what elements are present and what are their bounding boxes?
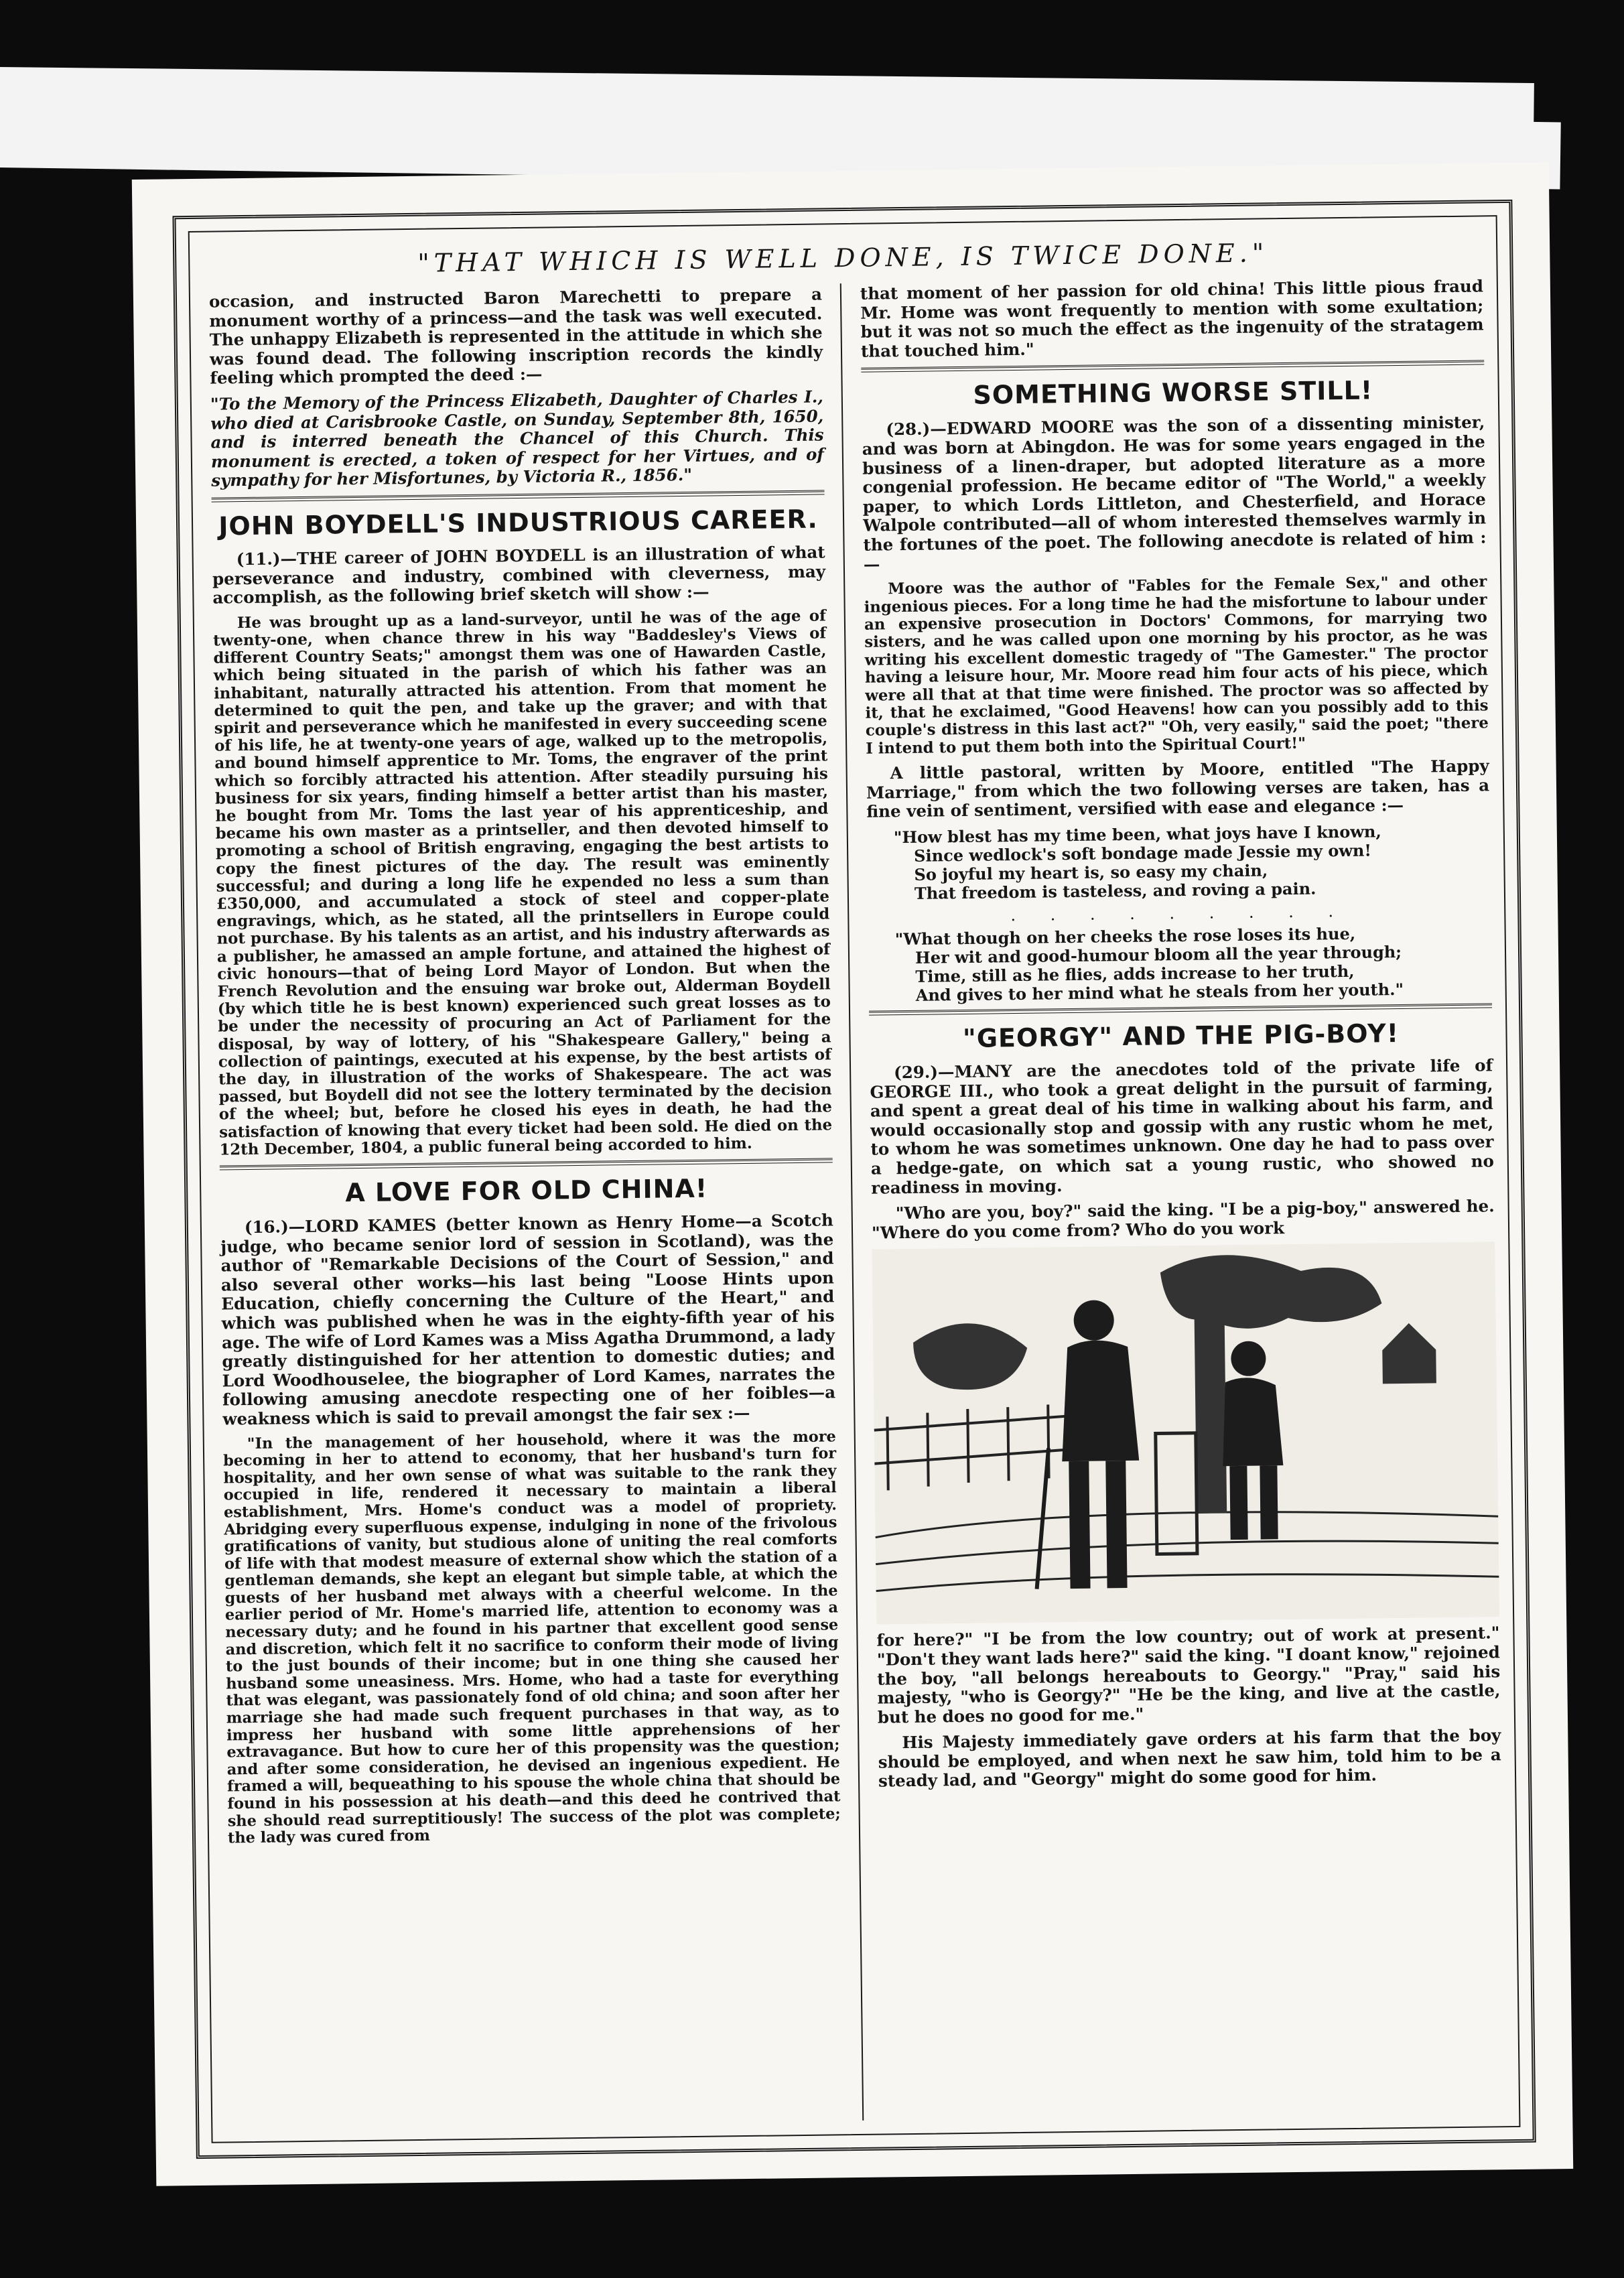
china-continued: that moment of her passion for old china! This little pious fraud Mr. Home was wont frequently to mention with some exultation; but it was not so much the effect as the ingenuity of the stratagem that touched him." (860, 276, 1484, 361)
china-para-1: (16.)—LORD KAMES (better known as Henry Home—a Scotch judge, who became senior lord of session in Scotland), was the author of "Remarkable Decisions of the Court of Session," and also several other works—his last being "Loose Hints upon Education, chiefly concerning the Culture of the Heart," and which was published when he was in the eighty-fifth year of his age. The wife of Lord Kames was a Miss Agatha Drummond, a lady greatly distinguished for her attention to domestic duties; and Lord Woodhouselee, the biographer of Lord Kames, narrates the following amusing anecdote respecting one of her foibles—a weakness which is said to prevail amongst the fair sex :— (220, 1210, 836, 1429)
verse-line: That freedom is tasteless, and roving a pain. (914, 878, 1316, 903)
page-inner-border (188, 215, 1521, 2143)
page-border (172, 200, 1536, 2159)
verse-line: Time, still as he flies, adds increase to her truth, (915, 961, 1355, 986)
right-column (860, 277, 1505, 2119)
boydell-heading: JOHN BOYDELL'S INDUSTRIOUS CAREER. (218, 504, 819, 541)
left-column (209, 285, 844, 2127)
china-para-2: "In the management of her household, where it was the more becoming in her to attend to economy, that her husband's turn for hospitality, and her own sense of what was suitable to the rank they occupied in life, rendered it necessary to maintain a liberal establishment, Mrs. Home's conduct was a model of propriety. Abridging every superfluous expense, indulging in none of the frivolous gratifications of vanity, but studious alone of uniting the real comforts of life with that modest measure of external show which the station of a gentleman demands, she kept an elegant but simple table, at which the guests of her husband met always with a cheerful welcome. In the earlier period of Mr. Home's married life, attention to economy was a necessary duty; and he found in his partner that excellent good sense and discretion, which felt it no sacrifice to conform their mode of living to the just bounds of their income; but in one thing she caused her husband some uneasiness. Mrs. Home, who had a taste for everything that was elegant, was passionately fond of old china; and soon after her marriage she had made such frequent purchases in that way, as to impress her husband with some little apprehensions of her extravagance. But how to cure her of this propensity was the question; and after some consideration, he devised an ingenious expedient. He framed a will, bequeathing to his spouse the whole china that should be found in his possession at his death—and this deed he contrived that she should read surreptitiously! The success of the plot was complete; the lady was cured from (223, 1427, 841, 1847)
verse-line: So joyful my heart is, so easy my chain, (914, 860, 1268, 884)
king-and-pig-boy-engraving (872, 1242, 1499, 1625)
verse-stanza-2 (895, 923, 1492, 1005)
moore-para-3: A little pastoral, written by Moore, entitled "The Happy Marriage," from which the two following verses are taken, has a fine vein of sentiment, versified with ease and elegance :— (866, 756, 1490, 822)
section-rule (869, 1003, 1492, 1015)
section-rule (212, 490, 825, 502)
georgy-para-2: "Who are you, boy?" said the king. "I be a pig-boy," answered he. "Where do you come from? Who do you work (871, 1196, 1495, 1243)
verse-ellipsis: . . . . . . . . . (1010, 901, 1349, 925)
boydell-para-2: He was brought up as a land-surveyor, until he was of the age of twenty-one, when chance threw in his way "Baddesley's Views of different Country Seats;" amongst them was one of Hawarden Castle, which being situated in the parish of which his father was an inhabitant, naturally attracted his attention. From that moment he determined to quit the pen, and take up the graver; and with that spirit and perseverance which he manifested in every succeeding scene of his life, he at twenty-one years of age, walked up to the metropolis, and bound himself apprentice to Mr. Toms, the engraver of the print which so forcibly attracted his attention. After steadily pursuing his business for six years, finding himself a better artist than his master, he bought from Mr. Toms the last year of his apprenticeship, and became his own master as a printseller, and then devoted himself to promoting a school of British engraving, engaging the best artists to copy the finest pictures of the day. The result was eminently successful; and during a long life he expended no less a sum than £350,000, and accumulated a stock of steel and copper-plate engravings, which, as he stated, all the printsellers in Europe could not purchase. By his talents as an artist, and his industry afterwards as a publisher, he amassed an ample fortune, and attained the highest of civic honours—that of being Lord Mayor of London. But when the French Revolution and the ensuing war broke out, Alderman Boydell (by which title he is best known) experienced such great losses as to be under the necessity of procuring an Act of Parliament for the disposal, by way of lottery, of his "Shakespeare Gallery," being a collection of paintings, executed at his expense, by the best artists of the day, in illustration of the works of Shakespeare. The act was passed, but Boydell did not see the lottery terminated by the decision of the wheel; but, before he closed his eyes in death, he had the satisfaction of knowing that every ticket had been sold. He died on the 12th December, 1804, a public funeral being accorded to him. (213, 607, 833, 1159)
moore-para-1: (28.)—EDWARD MOORE was the son of a dissenting minister, and was born at Abingdon. He was for some years engaged in the business of a linen-draper, but adopted literature as a more congenial profession. He became editor of "The World," a weekly paper, to which Lords Littleton, and Chesterfield, and Horace Walpole contributed—all of whom interested themselves warmly in the fortunes of the poet. The following anecdote is related of him :— (862, 412, 1487, 574)
china-heading: A LOVE FOR OLD CHINA! (345, 1173, 708, 1208)
section-rule (220, 1158, 833, 1170)
section-rule (861, 360, 1484, 373)
boydell-para-1: (11.)—THE career of JOHN BOYDELL is an illustration of what perseverance and industry, combined with cleverness, may accomplish, as the following brief sketch will show :— (212, 542, 826, 608)
georgy-para-4: His Majesty immediately gave orders at his farm that the boy should be employed, and when next he saw him, told him to be a steady lad, and "Georgy" might do some good for him. (878, 1725, 1501, 1792)
verse-stanza-1 (894, 821, 1491, 903)
verse-line: "What though on her cheeks the rose loses its hue, (894, 923, 1356, 949)
column-divider (840, 283, 864, 2121)
elizabeth-intro: occasion, and instructed Baron Marechetti to prepare a monument worthy of a princess—and the task was well executed. The unhappy Elizabeth is represented in the attitude in which she was found dead. The following inscription records the kindly feeling which prompted the deed :— (208, 284, 823, 389)
verse-line: And gives to her mind what he steals from her youth." (915, 979, 1404, 1005)
verse-line: "How blest has my time been, what joys have I known, (893, 821, 1381, 848)
moore-para-2: Moore was the author of "Fables for the Female Sex," and other ingenious pieces. For a long time he had the misfortune to labour under an expensive prosecution in Doctors' Commons, for marrying two sisters, and he was called upon one morning by his proctor, as he was writing his excellent domestic tragedy of "The Gamester." The proctor having a leisure hour, Mr. Moore read him four acts of his piece, which were all that at that time were finished. The proctor was so affected by it, that he exclaimed, "Good Heavens! how can you possibly add to this couple's distress in this last act?" "Oh, very easily," said the poet; "there I intend to put them both into the Spiritual Court!" (864, 573, 1489, 758)
georgy-heading: "GEORGY" AND THE PIG-BOY! (962, 1018, 1400, 1053)
moore-heading: SOMETHING WORSE STILL! (973, 375, 1373, 411)
georgy-para-3: for here?" "I be from the low country; out of work at present." "Don't they want lads here?" said the king. "I doant know," rejoined the boy, "all belongs hereabouts to Georgy." "Pray," said his majesty, "who is Georgy?" "He be the king, and live at the castle, but he does no good for me." (876, 1623, 1501, 1727)
verse-line: Since wedlock's soft bondage made Jessie my own! (914, 840, 1372, 866)
page-motto: "THAT WHICH IS WELL DONE, IS TWICE DONE." (417, 238, 1269, 278)
georgy-para-1: (29.)—MANY are the anecdotes told of the private life of GEORGE III., who took a great delight in the pursuit of farming, and spent a great deal of his time in walking about his farm, and would occasionally stop and gossip with any rustic whom he met, to whom he was sometimes unknown. One day he had to pass over a hedge-gate, on which sat a young rustic, who showed no readiness in moving. (870, 1055, 1495, 1198)
elizabeth-inscription: "To the Memory of the Princess Elizabeth, Daughter of Charles I., who died at Carisbrooke Castle, on Sunday, September 8th, 1650, and is interred beneath the Chancel of this Church. This monument is erected, a token of respect for her Virtues, and of sympathy for her Misfortunes, by Victoria R., 1856." (210, 387, 825, 490)
newspaper-page (132, 162, 1573, 2186)
verse-line: Her wit and good-humour bloom all the year through; (915, 941, 1402, 967)
